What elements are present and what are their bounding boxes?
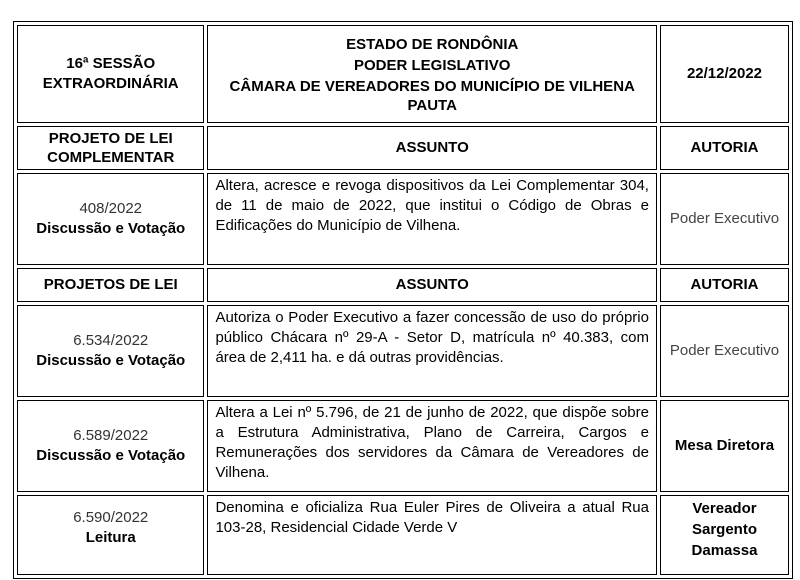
section2-title: PROJETOS DE LEI <box>17 268 204 302</box>
session-title: 16ª SESSÃO EXTRAORDINÁRIA <box>42 55 179 92</box>
session-cell <box>17 25 204 123</box>
bill-subject: Altera a Lei nº 5.796, de 21 de junho de 2022, que dispõe sobre a Estrutura Administrativa, Plano de Carreira, Cargos e Remunerações dos servidores da Câmara de Vereadores de Vilhena. <box>207 400 657 492</box>
bill-number: 6.589/2022 <box>73 427 149 444</box>
chamber-name: CÂMARA DE VEREADORES DO MUNICÍPIO DE VILHENA <box>229 78 635 95</box>
bill-subject: Altera, acresce e revoga dispositivos da Lei Complementar 304, de 11 de maio de 2022, que institui o Código de Obras e Edificações do Município de Vilhena. <box>207 173 657 265</box>
pauta-table <box>13 21 793 579</box>
bill-author: Vereador Sargento Damassa <box>660 495 789 575</box>
bill-cell <box>17 305 204 397</box>
bill-number: 6.590/2022 <box>73 509 149 526</box>
bill-author: Poder Executivo <box>660 305 789 397</box>
bill-cell <box>17 400 204 492</box>
section2-author-header: AUTORIA <box>660 268 789 302</box>
header-row <box>17 25 789 123</box>
section1-subject-header: ASSUNTO <box>207 126 657 170</box>
section2-header-row <box>17 268 789 302</box>
bill-stage: Discussão e Votação <box>36 352 186 369</box>
bill-author: Poder Executivo <box>660 173 789 265</box>
bill-subject: Autoriza o Poder Executivo a fazer concessão de uso do próprio público Chácara nº 29-A - Setor D, matrícula nº 40.383, com área de 2,411 ha. e dá outras providências. <box>207 305 657 397</box>
table-row <box>17 173 789 265</box>
agenda-label: PAUTA <box>407 97 457 114</box>
bill-number: 408/2022 <box>79 200 143 217</box>
bill-stage: Discussão e Votação <box>36 220 186 237</box>
table-row <box>17 305 789 397</box>
date-cell <box>660 25 789 123</box>
bill-cell <box>17 495 204 575</box>
bill-cell <box>17 173 204 265</box>
table-row <box>17 495 789 575</box>
legislative-power: PODER LEGISLATIVO <box>354 57 511 74</box>
institution-cell <box>207 25 657 123</box>
section2-subject-header: ASSUNTO <box>207 268 657 302</box>
bill-stage: Leitura <box>85 529 136 546</box>
bill-subject: Denomina e oficializa Rua Euler Pires de Oliveira a atual Rua 103-28, Residencial Cidade Verde V <box>207 495 657 575</box>
bill-number: 6.534/2022 <box>73 332 149 349</box>
session-date: 22/12/2022 <box>686 65 763 82</box>
bill-stage: Discussão e Votação <box>36 447 186 464</box>
section1-author-header: AUTORIA <box>660 126 789 170</box>
state-name: ESTADO DE RONDÔNIA <box>346 36 519 53</box>
table-row <box>17 400 789 492</box>
bill-author: Mesa Diretora <box>660 400 789 492</box>
section1-header-row <box>17 126 789 170</box>
section1-title: PROJETO DE LEI COMPLEMENTAR <box>17 126 204 170</box>
